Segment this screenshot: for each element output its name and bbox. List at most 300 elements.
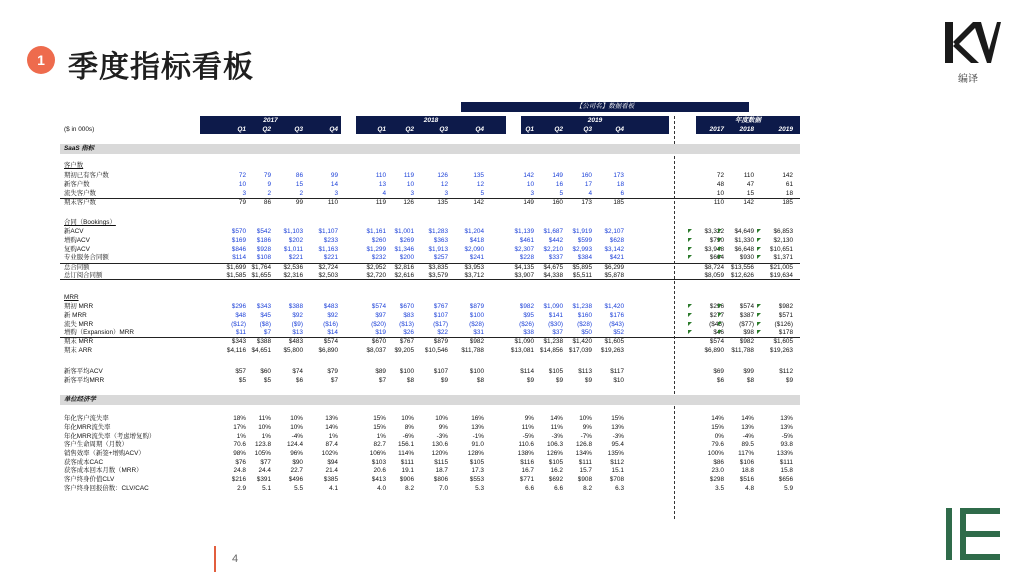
cell-value: 185 xyxy=(613,199,624,206)
cell-value: $94 xyxy=(327,458,338,466)
cell-value: $6,299 xyxy=(604,264,624,271)
annual-cell-value: $656 xyxy=(778,476,793,483)
cell-value: $232 xyxy=(371,254,386,261)
annual-cell-value: $3,948 xyxy=(704,245,724,253)
table-row xyxy=(60,441,800,450)
cell-value: $11 xyxy=(235,329,246,336)
annual-year-label: 2018 xyxy=(739,126,754,133)
annual-cell-value: $178 xyxy=(778,329,793,336)
cell-value: 2 xyxy=(299,189,303,197)
row-label: 流失 MRR xyxy=(64,320,94,328)
annual-cell-value: $86 xyxy=(713,458,724,466)
cell-value: 18% xyxy=(233,415,246,422)
quarter-label: Q2 xyxy=(554,126,563,133)
cell-value: $221 xyxy=(323,254,338,261)
cell-value: 9 xyxy=(267,181,271,188)
annual-cell-value: $296 xyxy=(709,303,724,310)
cell-value: 15.7 xyxy=(579,467,592,474)
cell-value: 14% xyxy=(325,424,338,431)
cell-value: $574 xyxy=(371,303,386,310)
table-row xyxy=(60,181,800,190)
annual-cell-value: ($45) xyxy=(709,320,724,328)
cell-value: $5,800 xyxy=(283,346,303,354)
annual-cell-value: $8,059 xyxy=(704,271,724,279)
cell-value: $10 xyxy=(613,377,624,384)
quarter-label: Q1 xyxy=(237,126,246,133)
cell-value: ($28) xyxy=(577,320,592,328)
annual-cell-value: $2,130 xyxy=(773,237,793,244)
cell-value: 70.6 xyxy=(233,441,246,448)
cell-value: $483 xyxy=(323,303,338,310)
year-header: 2017 xyxy=(200,116,341,125)
annual-cell-value: $12,626 xyxy=(730,271,754,279)
cell-value: -6% xyxy=(402,432,414,440)
table-row xyxy=(60,467,800,476)
cell-value: 87.4 xyxy=(325,441,338,448)
cell-value: $384 xyxy=(577,254,592,261)
cell-value: -1% xyxy=(472,432,484,440)
cell-value: 10 xyxy=(406,181,414,188)
cell-value: $76 xyxy=(235,458,246,466)
cell-value: $107 xyxy=(433,312,448,319)
cell-value: 10 xyxy=(526,181,534,188)
cell-value: $2,107 xyxy=(604,228,624,235)
cell-value: 16.2 xyxy=(550,467,563,474)
group-label: MRR xyxy=(64,294,79,301)
cell-value: $483 xyxy=(288,338,303,345)
cell-value: ($43) xyxy=(609,320,624,328)
cell-value: $50 xyxy=(581,329,592,336)
cell-value: $5,511 xyxy=(572,271,592,279)
cell-value: $2,307 xyxy=(514,245,534,253)
cell-value: $767 xyxy=(433,303,448,310)
cell-value: $2,952 xyxy=(366,264,386,271)
cell-value: $200 xyxy=(399,254,414,261)
cell-value: 6.6 xyxy=(525,484,534,492)
annual-cell-value: $106 xyxy=(739,458,754,466)
comment-marker-icon xyxy=(718,238,722,242)
cell-value: $9 xyxy=(584,377,592,384)
cell-value: $670 xyxy=(399,303,414,310)
cell-value: 3 xyxy=(444,189,448,197)
cell-value: 10% xyxy=(290,415,303,422)
section-header: SaaS 指标 xyxy=(60,144,800,154)
row-label: 新ACV xyxy=(64,228,84,235)
annual-cell-value: $574 xyxy=(739,303,754,310)
cell-value: ($16) xyxy=(323,320,338,328)
annual-cell-value: 0% xyxy=(714,432,724,440)
cell-value: 17% xyxy=(233,424,246,431)
comment-marker-icon xyxy=(757,255,761,259)
cell-value: 10% xyxy=(258,424,271,431)
row-label: 期末 MRR xyxy=(64,338,94,345)
cell-value: 79 xyxy=(238,199,246,206)
annual-cell-value: 100% xyxy=(707,450,724,457)
cell-value: $928 xyxy=(256,245,271,253)
cell-value: 5.3 xyxy=(475,484,484,492)
cell-value: 4 xyxy=(588,189,592,197)
cell-value: 126.8 xyxy=(576,441,592,448)
row-label: 期末 ARR xyxy=(64,346,93,354)
cell-value: ($30) xyxy=(548,320,563,328)
cell-value: $90 xyxy=(292,458,303,466)
quarter-label: Q3 xyxy=(583,126,592,133)
cell-value: $1,346 xyxy=(394,245,414,253)
logo-caption: 编译 xyxy=(958,74,978,85)
annual-cell-value: 14% xyxy=(741,415,754,422)
cell-value: 4.0 xyxy=(377,484,386,492)
table-row xyxy=(60,415,800,424)
table-row xyxy=(60,424,800,433)
cell-value: 9% xyxy=(582,424,592,431)
annual-cell-value: $19,634 xyxy=(769,271,793,279)
cell-value: $2,720 xyxy=(366,271,386,279)
cell-value: 11% xyxy=(550,424,563,431)
cell-value: $1,090 xyxy=(543,303,563,310)
group-header xyxy=(60,219,800,228)
cell-value: 4 xyxy=(382,189,386,197)
cell-value: $4,651 xyxy=(251,346,271,354)
cell-value: 15% xyxy=(373,415,386,422)
cell-value: $14,856 xyxy=(539,346,563,354)
table-row xyxy=(60,459,800,468)
row-label: 流失客户数 xyxy=(64,189,96,197)
cell-value: $1,103 xyxy=(283,228,303,235)
cell-value: $186 xyxy=(256,237,271,244)
quarter-label: Q3 xyxy=(439,126,448,133)
cell-value: 114% xyxy=(398,450,414,457)
cell-value: 126% xyxy=(546,450,563,457)
footer-divider xyxy=(214,546,216,572)
annual-cell-value: $277 xyxy=(709,312,724,319)
cell-value: -3% xyxy=(612,432,624,440)
table-row xyxy=(60,485,800,494)
cell-value: 135 xyxy=(473,172,484,179)
cell-value: $1,161 xyxy=(366,228,386,235)
cell-value: $1,238 xyxy=(543,338,563,345)
cell-value: $45 xyxy=(260,312,271,319)
comment-marker-icon xyxy=(757,322,761,326)
cell-value: $100 xyxy=(469,368,484,375)
cell-value: 82.7 xyxy=(373,441,386,448)
cell-value: $2,536 xyxy=(283,264,303,271)
cell-value: 95.4 xyxy=(611,441,624,448)
cell-value: $574 xyxy=(323,338,338,345)
cell-value: 14% xyxy=(550,415,563,422)
cell-value: ($17) xyxy=(433,320,448,328)
annual-cell-value: -5% xyxy=(781,432,793,440)
annual-cell-value: $6,890 xyxy=(704,346,724,354)
cell-value: $7 xyxy=(263,329,271,336)
cell-value: -3% xyxy=(436,432,448,440)
cell-value: $906 xyxy=(399,476,414,483)
annual-cell-value: $516 xyxy=(739,476,754,483)
cell-value: $8 xyxy=(476,377,484,384)
cell-value: $879 xyxy=(433,338,448,345)
annual-cell-value: 13% xyxy=(780,415,793,422)
cell-value: $160 xyxy=(577,312,592,319)
cell-value: 135 xyxy=(437,199,448,206)
cell-value: $3,907 xyxy=(514,271,534,279)
annual-cell-value: $112 xyxy=(779,368,793,375)
cell-value: $846 xyxy=(231,245,246,253)
cell-value: $5 xyxy=(238,377,246,384)
annual-cell-value: 185 xyxy=(782,199,793,206)
group-header xyxy=(60,294,800,303)
annual-cell-value: 110 xyxy=(713,199,724,206)
cell-value: $7 xyxy=(330,377,338,384)
table-row xyxy=(60,321,800,330)
cell-value: $9 xyxy=(526,377,534,384)
cell-value: $97 xyxy=(375,312,386,319)
cell-value: 18 xyxy=(616,181,624,188)
cell-value: $806 xyxy=(433,476,448,483)
cell-value: 160 xyxy=(581,172,592,179)
table-row xyxy=(60,347,800,356)
cell-value: 6 xyxy=(620,189,624,197)
cell-value: $2,816 xyxy=(394,264,414,271)
cell-value: $233 xyxy=(323,237,338,244)
cell-value: 72 xyxy=(238,172,246,179)
cell-value: $13,081 xyxy=(510,346,534,354)
cell-value: 110 xyxy=(375,172,386,179)
annual-cell-value: $982 xyxy=(739,338,754,345)
cell-value: $879 xyxy=(469,303,484,310)
annual-cell-value: $4,649 xyxy=(734,228,754,235)
annual-cell-value: 15 xyxy=(746,189,754,197)
cell-value: 24.8 xyxy=(233,467,246,474)
cell-value: $496 xyxy=(288,476,303,483)
annual-cell-value: 117% xyxy=(738,450,754,457)
cell-value: $3,953 xyxy=(464,264,484,271)
cell-value: $26 xyxy=(403,329,414,336)
annual-cell-value: 15.8 xyxy=(780,467,793,474)
section-header: 单位经济学 xyxy=(60,395,800,405)
cell-value: $112 xyxy=(610,458,624,466)
annual-cell-value: $1,371 xyxy=(773,254,793,261)
cell-value: 7.0 xyxy=(439,484,448,492)
table-row xyxy=(60,254,800,263)
cell-value: $442 xyxy=(548,237,563,244)
row-label: 复购ACV xyxy=(64,245,90,253)
annual-cell-value: $571 xyxy=(778,312,793,319)
cell-value: 1% xyxy=(376,432,386,440)
cell-value: 8% xyxy=(404,424,414,431)
cell-value: $77 xyxy=(260,458,271,466)
annual-cell-value: $6 xyxy=(716,377,724,384)
cell-value: 135% xyxy=(607,450,624,457)
page-title: 季度指标看板 xyxy=(68,50,254,85)
cell-value: $1,919 xyxy=(572,228,592,235)
cell-value: $1,283 xyxy=(428,228,448,235)
annual-cell-value: 14% xyxy=(711,415,724,422)
annual-cell-value: $1,330 xyxy=(734,237,754,244)
cell-value: 110 xyxy=(327,199,338,206)
cell-value: $176 xyxy=(609,312,624,319)
cell-value: $6,890 xyxy=(318,346,338,354)
annual-cell-value: 18 xyxy=(785,189,793,197)
cell-value: 13% xyxy=(611,424,624,431)
cell-value: 149 xyxy=(523,199,534,206)
annual-cell-value: $6,648 xyxy=(734,245,754,253)
cell-value: 105% xyxy=(254,450,271,457)
annual-year-label: 2017 xyxy=(709,126,724,133)
cell-value: $2,993 xyxy=(572,245,592,253)
cell-value: $5,878 xyxy=(604,271,624,279)
annual-cell-value: $13,556 xyxy=(730,264,754,271)
table-row xyxy=(60,172,800,181)
annual-cell-value: $10,651 xyxy=(769,245,793,253)
annual-cell-value: 15% xyxy=(711,424,724,431)
cell-value: 142 xyxy=(523,172,534,179)
cell-value: $363 xyxy=(433,237,448,244)
cell-value: $628 xyxy=(609,237,624,244)
cell-value: $221 xyxy=(288,254,303,261)
annual-year-label: 2019 xyxy=(778,126,793,133)
cell-value: 17.3 xyxy=(471,467,484,474)
row-label: 获客成本CAC xyxy=(64,458,104,466)
annual-cell-value: 13% xyxy=(780,424,793,431)
cell-value: 9% xyxy=(438,424,448,431)
comment-marker-icon xyxy=(688,330,692,334)
cell-value: $1,687 xyxy=(543,228,563,235)
cell-value: $241 xyxy=(469,254,484,261)
row-label: 新客平均MRR xyxy=(64,377,105,384)
cell-value: 86 xyxy=(263,199,271,206)
comment-marker-icon xyxy=(688,255,692,259)
cell-value: $117 xyxy=(610,368,624,375)
annual-cell-value: $98 xyxy=(743,329,754,336)
cell-value: $216 xyxy=(231,476,246,483)
cell-value: 128% xyxy=(467,450,484,457)
quarter-label: Q1 xyxy=(377,126,386,133)
row-label: 销售效率（新签+增购ACV） xyxy=(64,450,145,457)
quarter-label: Q2 xyxy=(405,126,414,133)
cell-value: $7 xyxy=(378,377,386,384)
cell-value: $31 xyxy=(473,329,484,336)
comment-marker-icon xyxy=(757,247,761,251)
annual-cell-value: $664 xyxy=(709,254,724,261)
cell-value: 86 xyxy=(295,172,303,179)
cell-value: 20.6 xyxy=(373,467,386,474)
cell-value: 15% xyxy=(373,424,386,431)
cell-value: $1,605 xyxy=(604,338,624,345)
cell-value: $8 xyxy=(406,377,414,384)
cell-value: $37 xyxy=(552,329,563,336)
cell-value: $337 xyxy=(548,254,563,261)
cell-value: 10% xyxy=(290,424,303,431)
cell-value: $2,724 xyxy=(318,264,338,271)
annual-cell-value: ($126) xyxy=(774,320,793,328)
table-row xyxy=(60,198,800,207)
table-row xyxy=(60,329,800,338)
annual-cell-value: 5.9 xyxy=(784,484,793,492)
cell-value: 10 xyxy=(238,181,246,188)
cell-value: $2,503 xyxy=(318,271,338,279)
cell-value: $83 xyxy=(403,312,414,319)
table-row xyxy=(60,246,800,255)
cell-value: $11,788 xyxy=(461,346,484,354)
cell-value: $343 xyxy=(256,303,271,310)
cell-value: $10,546 xyxy=(424,346,448,354)
cell-value: $48 xyxy=(235,312,246,319)
cell-value: 3 xyxy=(334,189,338,197)
cell-value: $9 xyxy=(555,377,563,384)
cell-value: 173 xyxy=(581,199,592,206)
annual-cell-value: $298 xyxy=(709,476,724,483)
cell-value: $113 xyxy=(578,368,592,375)
cell-value: ($26) xyxy=(519,320,534,328)
cell-value: $111 xyxy=(400,458,414,466)
cell-value: $9,205 xyxy=(394,346,414,354)
unit-label: ($ in 000s) xyxy=(64,126,95,133)
cell-value: $771 xyxy=(519,476,534,483)
quarter-label: Q4 xyxy=(475,126,484,133)
cell-value: $38 xyxy=(523,329,534,336)
cell-value: $95 xyxy=(523,312,534,319)
annual-cell-value: $8,724 xyxy=(704,264,724,271)
cell-value: 16 xyxy=(555,181,563,188)
annual-cell-value: 4.8 xyxy=(745,484,754,492)
group-label: 客户数 xyxy=(64,162,84,169)
annual-cell-value: $21,005 xyxy=(769,264,793,271)
cell-value: 96% xyxy=(290,450,303,457)
cell-value: $1,090 xyxy=(514,338,534,345)
row-label: 客户终身回报倍数：CLV/CAC xyxy=(64,484,149,492)
cell-value: 119 xyxy=(403,172,414,179)
comment-marker-icon xyxy=(718,330,722,334)
row-label: 期初已有客户数 xyxy=(64,172,109,179)
cell-value: $670 xyxy=(371,338,386,345)
cell-value: 123.8 xyxy=(255,441,271,448)
cell-value: $2,616 xyxy=(394,271,414,279)
table-row xyxy=(60,303,800,312)
cell-value: $57 xyxy=(235,368,246,375)
cell-value: $8,037 xyxy=(366,346,386,354)
quarter-label: Q4 xyxy=(615,126,624,133)
comment-marker-icon xyxy=(718,229,722,233)
table-row xyxy=(60,272,800,281)
cell-value: $111 xyxy=(578,458,592,466)
table-row xyxy=(60,237,800,246)
cell-value: 21.4 xyxy=(325,467,338,474)
cell-value: $79 xyxy=(327,368,338,375)
cell-value: $114 xyxy=(520,368,534,375)
cell-value: 98% xyxy=(233,450,246,457)
row-label: 总合同额 xyxy=(64,264,90,271)
cell-value: $202 xyxy=(288,237,303,244)
cell-value: 5.1 xyxy=(262,484,271,492)
cell-value: 124.4 xyxy=(287,441,303,448)
cell-value: $89 xyxy=(375,368,386,375)
cell-value: 13% xyxy=(325,415,338,422)
annual-cell-value: ($77) xyxy=(739,320,754,328)
row-label: 客户终身价值CLV xyxy=(64,476,115,483)
comment-marker-icon xyxy=(757,304,761,308)
annual-cell-value: $930 xyxy=(739,254,754,261)
cell-value: 9% xyxy=(524,415,534,422)
cell-value: 17 xyxy=(584,181,592,188)
table-row xyxy=(60,368,800,377)
cell-value: $1,420 xyxy=(572,338,592,345)
table-row xyxy=(60,312,800,321)
row-label: 期初 MRR xyxy=(64,303,94,310)
cell-value: $141 xyxy=(548,312,563,319)
annual-cell-value: 18.8 xyxy=(741,467,754,474)
cell-value: $1,139 xyxy=(514,228,534,235)
cell-value: $1,585 xyxy=(226,271,246,279)
table-row xyxy=(60,338,800,347)
